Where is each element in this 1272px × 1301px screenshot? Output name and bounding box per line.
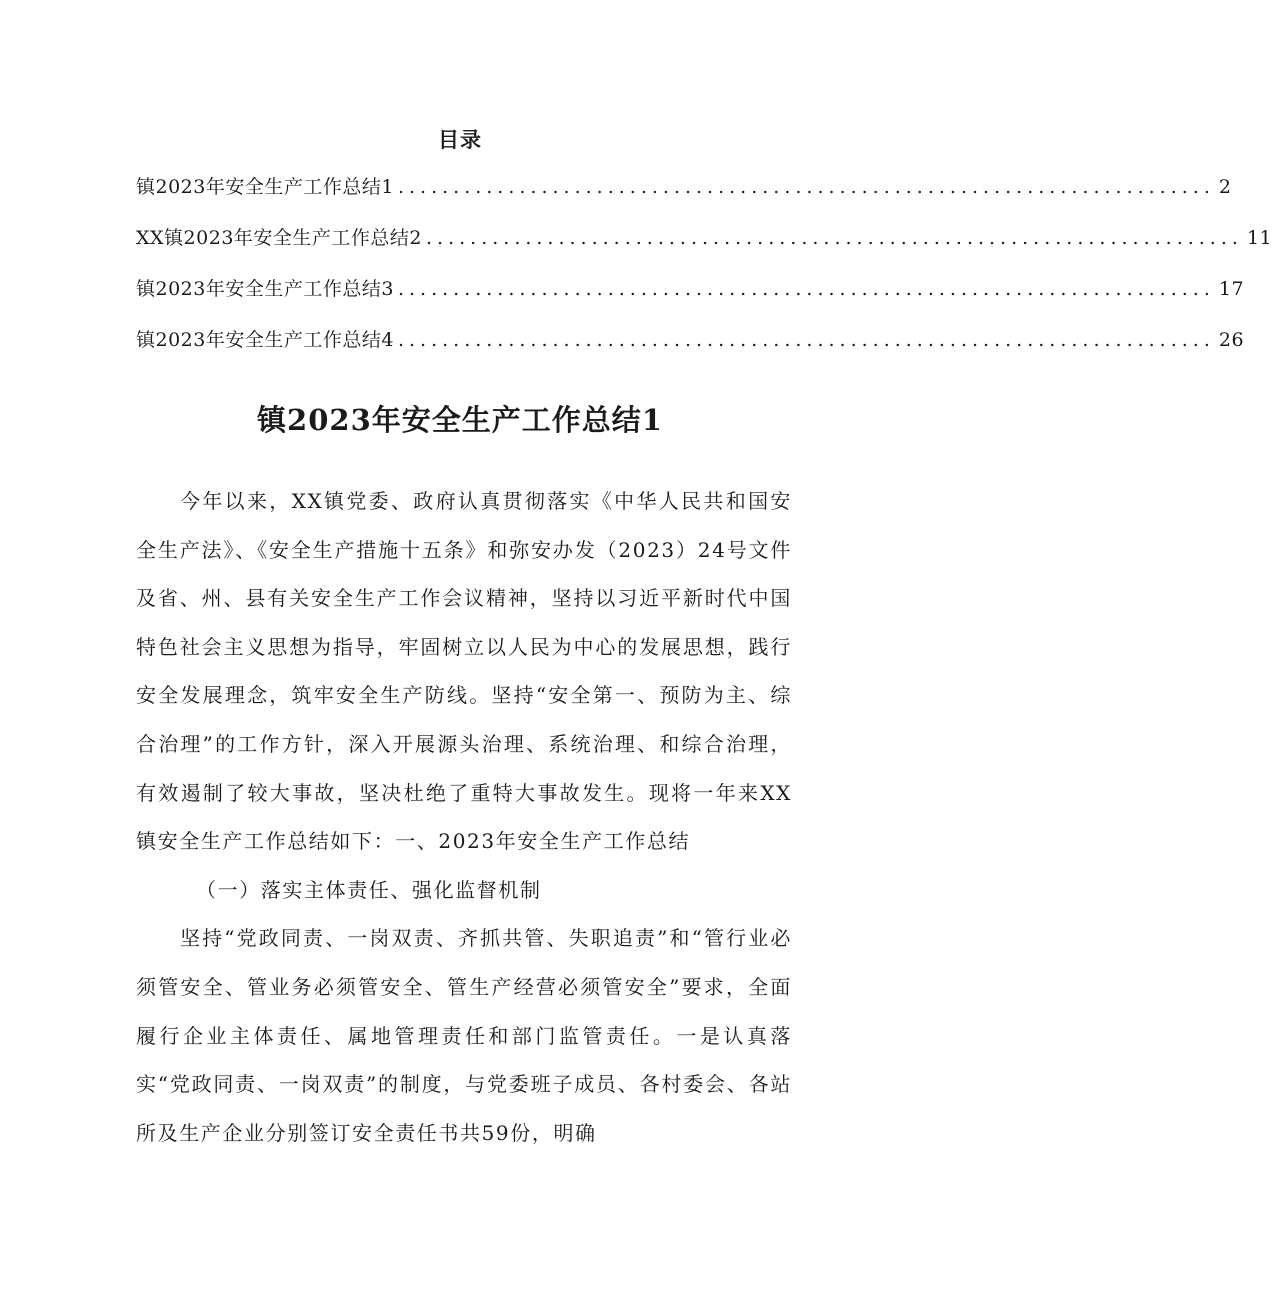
toc-leader-dots: .......................................................................... bbox=[397, 278, 1215, 300]
toc-entry[interactable] bbox=[136, 170, 1232, 221]
toc-title: 目录 bbox=[438, 128, 482, 152]
toc-entry-label: 镇2023年安全生产工作总结3 bbox=[136, 278, 394, 300]
toc-entry-page: 17 bbox=[1218, 278, 1245, 300]
toc-entry-page: 2 bbox=[1218, 176, 1232, 198]
toc-entry-label: 镇2023年安全生产工作总结4 bbox=[136, 329, 394, 351]
table-of-contents bbox=[136, 170, 1272, 374]
body-paragraph: 今年以来，XX镇党委、政府认真贯彻落实《中华人民共和国安全生产法》、《安全生产措施十五条》和弥安办发（2023）24号文件及省、州、县有关安全生产工作会议精神，坚持以习近平新时代中国特色社会主义思想为指导，牢固树立以人民为中心的发展思想，践行安全发展理念，筑牢安全生产防线。坚持“安全第一、预防为主、综合治理”的工作方针，深入开展源头治理、系统治理、和综合治理，有效遏制了较大事故，坚决杜绝了重特大事故发生。现将一年来XX镇安全生产工作总结如下：一、2023年安全生产工作总结 bbox=[136, 489, 792, 854]
toc-entry-page: 11 bbox=[1246, 227, 1272, 249]
toc-entry-label: XX镇2023年安全生产工作总结2 bbox=[136, 227, 422, 249]
toc-entry[interactable] bbox=[136, 272, 1245, 323]
body-paragraph: 坚持“党政同责、一岗双责、齐抓共管、失职追责”和“管行业必须管安全、管业务必须管安全、管生产经营必须管安全”要求，全面履行企业主体责任、属地管理责任和部门监管责任。一是认真落实“党政同责、一岗双责”的制度，与党委班子成员、各村委会、各站所及生产企业分别签订安全责任书共59份，明确 bbox=[136, 926, 792, 1145]
toc-entry[interactable] bbox=[136, 323, 1245, 374]
toc-entry[interactable] bbox=[136, 221, 1272, 272]
toc-leader-dots: .......................................................................... bbox=[397, 176, 1215, 198]
section-subheading: （一）落实主体责任、强化监督机制 bbox=[196, 877, 542, 902]
document-title: 镇2023年安全生产工作总结1 bbox=[257, 403, 663, 437]
toc-entry-label: 镇2023年安全生产工作总结1 bbox=[136, 176, 394, 198]
toc-leader-dots: .......................................................................... bbox=[426, 227, 1243, 249]
toc-leader-dots: .......................................................................... bbox=[397, 329, 1215, 351]
toc-entry-page: 26 bbox=[1218, 329, 1245, 351]
document-body bbox=[136, 477, 792, 1157]
